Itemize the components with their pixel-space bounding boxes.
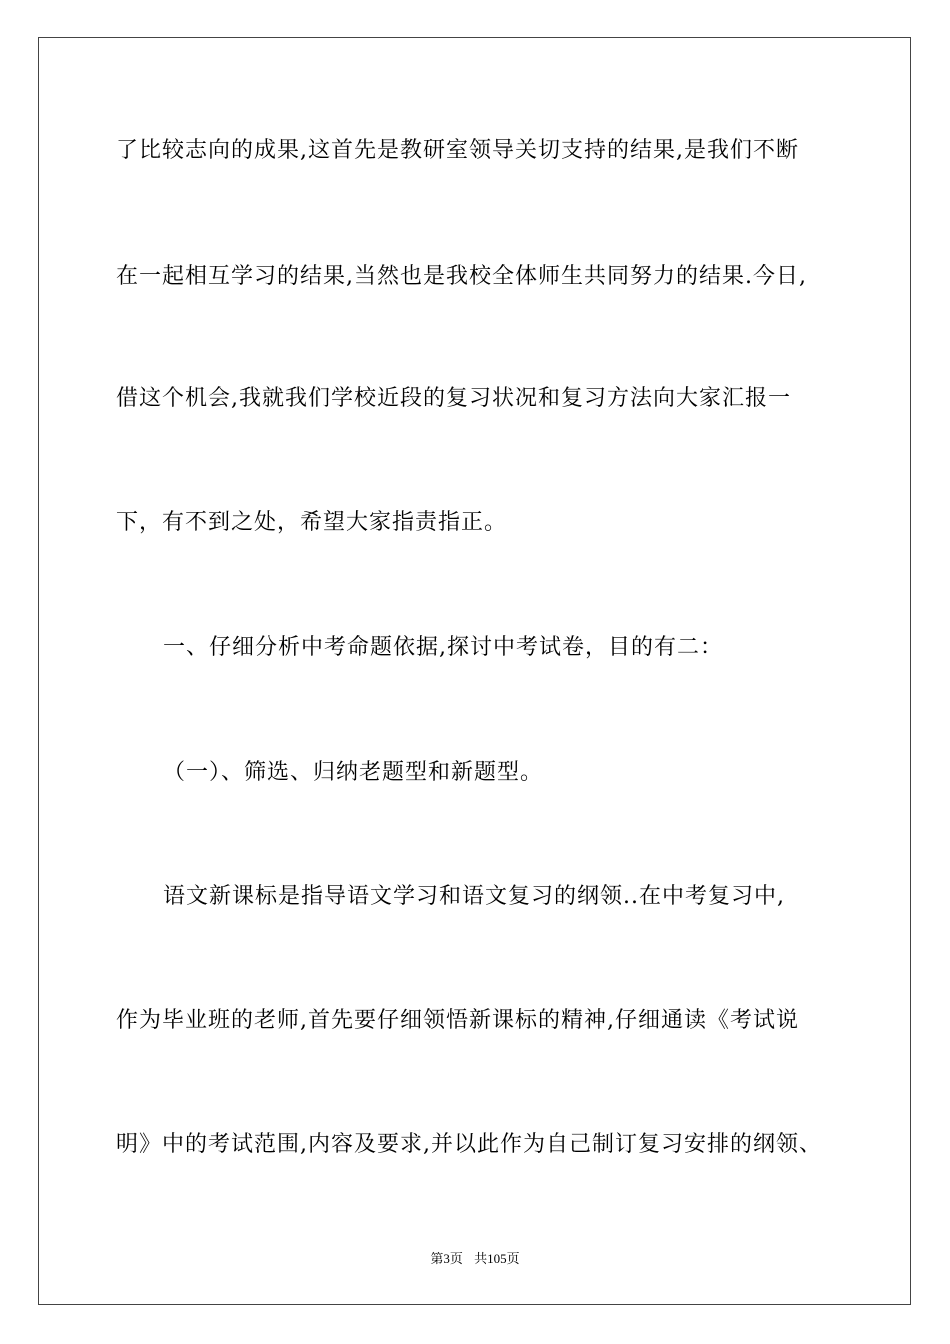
paragraph-line-1: 了比较志向的成果,这首先是教研室领导关切支持的结果,是我们不断 [116,138,799,163]
page-total: 共105页 [474,1251,520,1266]
section-heading: 一、仔细分析中考命题依据,探讨中考试卷，目的有二： [163,635,723,660]
page-footer [0,1248,950,1267]
paragraph-line-6: 作为毕业班的老师,首先要仔细领悟新课标的精神,仔细通读《考试说 [116,1008,799,1033]
paragraph-line-5: 语文新课标是指导语文学习和语文复习的纲领..在中考复习中, [163,884,785,909]
paragraph-line-7: 明》中的考试范围,内容及要求,并以此作为自己制订复习安排的纲领、 [116,1132,822,1157]
subsection-heading: （一）、筛选、归纳老题型和新题型。 [163,760,544,785]
paragraph-line-3: 借这个机会,我就我们学校近段的复习状况和复习方法向大家汇报一 [116,386,791,411]
page-number: 第3页 [430,1251,463,1266]
paragraph-line-2: 在一起相互学习的结果,当然也是我校全体师生共同努力的结果.今日, [116,264,807,289]
paragraph-line-4: 下，有不到之处，希望大家指责指正。 [116,510,508,535]
page-border [38,37,911,1305]
